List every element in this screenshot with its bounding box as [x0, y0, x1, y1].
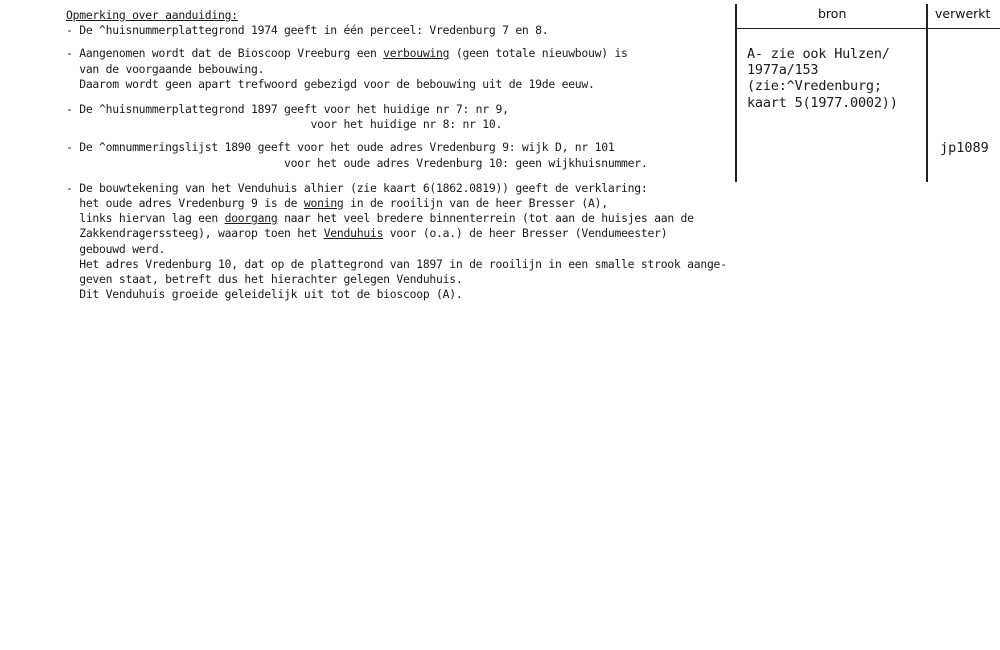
verwerkt-code: jp1089 [940, 140, 989, 156]
note-line: - De ^omnummeringslijst 1890 geeft voor het oude adres Vredenburg 9: wijk D, nr 101 [66, 140, 615, 155]
note-line: Het adres Vredenburg 10, dat op de plattegrond van 1897 in de rooilijn in een smalle strook aange- [66, 256, 727, 271]
note-line: voor het oude adres Vredenburg 10: geen wijkhuisnummer. [66, 155, 648, 170]
note-text: in de rooilijn van de heer Bresser (A), [343, 196, 608, 211]
notes-heading: Opmerking over aanduiding: [66, 8, 238, 22]
note-line: Daarom wordt geen apart trefwoord gebezigd voor de bebouwing uit de 19de eeuw. [66, 76, 595, 91]
underlined-term-doorgang: doorgang [224, 211, 278, 226]
bron-reference: A- zie ook Hulzen/ 1977a/153 (zie:^Vredenburg; kaart 5(1977.0002)) [747, 46, 898, 111]
note-text: naar het veel bredere binnenterrein (tot aan de huisjes aan de [277, 211, 694, 226]
note-line: Dit Venduhuis groeide geleidelijk uit tot de bioscoop (A). [66, 287, 463, 302]
underlined-term-venduhuis: Venduhuis [323, 226, 384, 241]
table-left-border [735, 4, 737, 182]
note-text: voor (o.a.) de heer Bresser (Vendumeester) [383, 226, 668, 241]
note-line [66, 226, 726, 241]
note-line [66, 46, 726, 61]
note-line: voor het huidige nr 8: nr 10. [66, 117, 503, 132]
note-text: (geen totale nieuwbouw) is [449, 46, 628, 61]
note-line: - De ^huisnummerplattegrond 1974 geeft in één perceel: Vredenburg 7 en 8. [66, 23, 549, 38]
note-line: van de voorgaande bebouwing. [66, 61, 265, 76]
table-header-rule [736, 28, 1000, 29]
note-line: - De ^huisnummerplattegrond 1897 geeft voor het huidige nr 7: nr 9, [66, 102, 509, 117]
bron-column-header: bron [818, 6, 847, 21]
notes-body [66, 8, 726, 302]
table-column-divider [926, 4, 928, 182]
note-text: Zakkendragerssteeg), waarop toen het [66, 226, 324, 241]
note-line: gebouwd werd. [66, 241, 166, 256]
note-line [66, 211, 726, 226]
verwerkt-column-header: verwerkt [935, 6, 991, 21]
note-line: - De bouwtekening van het Venduhuis alhier (zie kaart 6(1862.0819)) geeft de verklaring: [66, 180, 648, 195]
note-text: links hiervan lag een [66, 211, 225, 226]
underlined-term-verbouwing: verbouwing [383, 46, 450, 61]
underlined-term-woning: woning [303, 196, 344, 211]
note-text: het oude adres Vredenburg 9 is de [66, 196, 304, 211]
note-line [66, 196, 726, 211]
note-text: - Aangenomen wordt dat de Bioscoop Vreeburg een [66, 46, 384, 61]
note-line: geven staat, betreft dus het hierachter gelegen Venduhuis. [66, 272, 463, 287]
